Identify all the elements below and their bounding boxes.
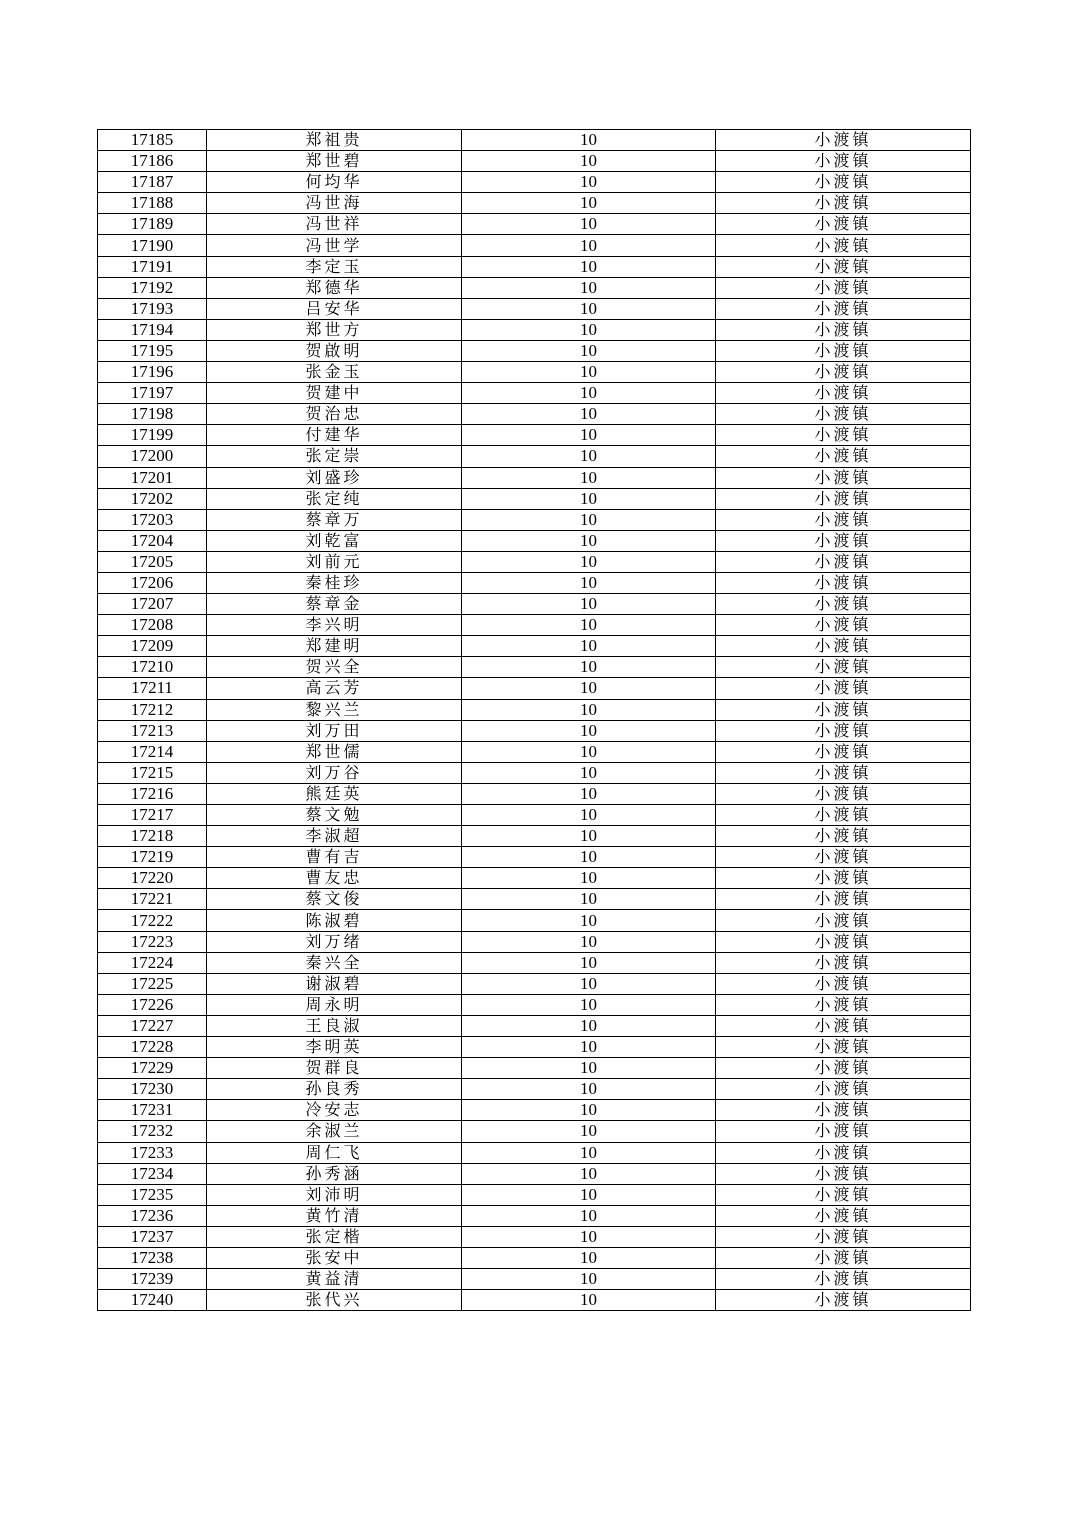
name-cell: 曹友忠	[207, 868, 462, 889]
amount-cell: 10	[462, 488, 716, 509]
amount-cell: 10	[462, 1100, 716, 1121]
town-cell: 小渡镇	[716, 783, 971, 804]
table-row	[98, 1247, 971, 1268]
town-cell: 小渡镇	[716, 1142, 971, 1163]
table-row	[98, 151, 971, 172]
town-cell: 小渡镇	[716, 277, 971, 298]
row-number-cell: 17190	[98, 235, 207, 256]
name-cell: 李淑超	[207, 826, 462, 847]
row-number-cell: 17232	[98, 1121, 207, 1142]
table-row	[98, 952, 971, 973]
table-row	[98, 1205, 971, 1226]
town-cell: 小渡镇	[716, 340, 971, 361]
row-number-cell: 17225	[98, 973, 207, 994]
name-cell: 李定玉	[207, 256, 462, 277]
town-cell: 小渡镇	[716, 678, 971, 699]
town-cell: 小渡镇	[716, 362, 971, 383]
row-number-cell: 17189	[98, 214, 207, 235]
amount-cell: 10	[462, 1037, 716, 1058]
amount-cell: 10	[462, 720, 716, 741]
row-number-cell: 17218	[98, 826, 207, 847]
amount-cell: 10	[462, 1079, 716, 1100]
name-cell: 张定纯	[207, 488, 462, 509]
name-cell: 贺建中	[207, 383, 462, 404]
town-cell: 小渡镇	[716, 699, 971, 720]
amount-cell: 10	[462, 214, 716, 235]
name-cell: 谢淑碧	[207, 973, 462, 994]
town-cell: 小渡镇	[716, 615, 971, 636]
amount-cell: 10	[462, 151, 716, 172]
row-number-cell: 17209	[98, 636, 207, 657]
town-cell: 小渡镇	[716, 1015, 971, 1036]
amount-cell: 10	[462, 1247, 716, 1268]
table-row	[98, 256, 971, 277]
table-row	[98, 805, 971, 826]
name-cell: 刘万田	[207, 720, 462, 741]
row-number-cell: 17210	[98, 657, 207, 678]
name-cell: 蔡文勉	[207, 805, 462, 826]
row-number-cell: 17192	[98, 277, 207, 298]
table-row	[98, 931, 971, 952]
town-cell: 小渡镇	[716, 762, 971, 783]
row-number-cell: 17208	[98, 615, 207, 636]
row-number-cell: 17205	[98, 551, 207, 572]
table-row	[98, 467, 971, 488]
row-number-cell: 17228	[98, 1037, 207, 1058]
name-cell: 王良淑	[207, 1015, 462, 1036]
town-cell: 小渡镇	[716, 1247, 971, 1268]
name-cell: 贺治忠	[207, 404, 462, 425]
name-cell: 冯世学	[207, 235, 462, 256]
row-number-cell: 17231	[98, 1100, 207, 1121]
table-row	[98, 699, 971, 720]
table-row	[98, 488, 971, 509]
name-cell: 李明英	[207, 1037, 462, 1058]
amount-cell: 10	[462, 425, 716, 446]
amount-cell: 10	[462, 1269, 716, 1290]
name-cell: 张安中	[207, 1247, 462, 1268]
row-number-cell: 17219	[98, 847, 207, 868]
town-cell: 小渡镇	[716, 952, 971, 973]
amount-cell: 10	[462, 847, 716, 868]
name-cell: 蔡章金	[207, 594, 462, 615]
town-cell: 小渡镇	[716, 826, 971, 847]
amount-cell: 10	[462, 551, 716, 572]
town-cell: 小渡镇	[716, 425, 971, 446]
row-number-cell: 17221	[98, 889, 207, 910]
town-cell: 小渡镇	[716, 994, 971, 1015]
name-cell: 贺兴全	[207, 657, 462, 678]
table-row	[98, 1163, 971, 1184]
name-cell: 刘沛明	[207, 1184, 462, 1205]
amount-cell: 10	[462, 256, 716, 277]
table-row	[98, 1226, 971, 1247]
row-number-cell: 17213	[98, 720, 207, 741]
row-number-cell: 17186	[98, 151, 207, 172]
amount-cell: 10	[462, 1163, 716, 1184]
name-cell: 蔡章万	[207, 509, 462, 530]
name-cell: 秦兴全	[207, 952, 462, 973]
row-number-cell: 17211	[98, 678, 207, 699]
town-cell: 小渡镇	[716, 1100, 971, 1121]
town-cell: 小渡镇	[716, 636, 971, 657]
amount-cell: 10	[462, 509, 716, 530]
amount-cell: 10	[462, 741, 716, 762]
name-cell: 郑祖贵	[207, 130, 462, 151]
amount-cell: 10	[462, 657, 716, 678]
row-number-cell: 17216	[98, 783, 207, 804]
row-number-cell: 17194	[98, 319, 207, 340]
town-cell: 小渡镇	[716, 467, 971, 488]
name-cell: 秦桂珍	[207, 572, 462, 593]
table-row	[98, 551, 971, 572]
town-cell: 小渡镇	[716, 1058, 971, 1079]
table-row	[98, 615, 971, 636]
name-cell: 贺群良	[207, 1058, 462, 1079]
name-cell: 张金玉	[207, 362, 462, 383]
amount-cell: 10	[462, 889, 716, 910]
amount-cell: 10	[462, 931, 716, 952]
town-cell: 小渡镇	[716, 1079, 971, 1100]
name-cell: 刘万谷	[207, 762, 462, 783]
name-cell: 陈淑碧	[207, 910, 462, 931]
town-cell: 小渡镇	[716, 1269, 971, 1290]
table-row	[98, 1269, 971, 1290]
row-number-cell: 17233	[98, 1142, 207, 1163]
table-row	[98, 530, 971, 551]
row-number-cell: 17215	[98, 762, 207, 783]
amount-cell: 10	[462, 1226, 716, 1247]
town-cell: 小渡镇	[716, 1037, 971, 1058]
name-cell: 郑世碧	[207, 151, 462, 172]
amount-cell: 10	[462, 572, 716, 593]
table-row	[98, 1015, 971, 1036]
name-cell: 郑德华	[207, 277, 462, 298]
name-cell: 周永明	[207, 994, 462, 1015]
amount-cell: 10	[462, 699, 716, 720]
row-number-cell: 17222	[98, 910, 207, 931]
town-cell: 小渡镇	[716, 193, 971, 214]
table-row	[98, 446, 971, 467]
table-row	[98, 783, 971, 804]
table-row	[98, 193, 971, 214]
name-cell: 余淑兰	[207, 1121, 462, 1142]
amount-cell: 10	[462, 1058, 716, 1079]
table-row	[98, 235, 971, 256]
amount-cell: 10	[462, 594, 716, 615]
row-number-cell: 17236	[98, 1205, 207, 1226]
row-number-cell: 17214	[98, 741, 207, 762]
table-row	[98, 425, 971, 446]
name-cell: 冯世祥	[207, 214, 462, 235]
amount-cell: 10	[462, 678, 716, 699]
name-cell: 刘盛珍	[207, 467, 462, 488]
row-number-cell: 17206	[98, 572, 207, 593]
amount-cell: 10	[462, 530, 716, 551]
town-cell: 小渡镇	[716, 256, 971, 277]
town-cell: 小渡镇	[716, 509, 971, 530]
row-number-cell: 17235	[98, 1184, 207, 1205]
town-cell: 小渡镇	[716, 1163, 971, 1184]
table-row	[98, 1142, 971, 1163]
row-number-cell: 17230	[98, 1079, 207, 1100]
row-number-cell: 17217	[98, 805, 207, 826]
name-cell: 郑世儒	[207, 741, 462, 762]
name-cell: 孙秀涵	[207, 1163, 462, 1184]
table-row	[98, 340, 971, 361]
name-cell: 吕安华	[207, 298, 462, 319]
town-cell: 小渡镇	[716, 1205, 971, 1226]
name-cell: 郑世方	[207, 319, 462, 340]
amount-cell: 10	[462, 362, 716, 383]
name-cell: 刘万绪	[207, 931, 462, 952]
table-row	[98, 741, 971, 762]
table-row	[98, 214, 971, 235]
table-row	[98, 889, 971, 910]
name-cell: 郑建明	[207, 636, 462, 657]
row-number-cell: 17195	[98, 340, 207, 361]
name-cell: 贺啟明	[207, 340, 462, 361]
amount-cell: 10	[462, 636, 716, 657]
table-row	[98, 636, 971, 657]
table-row	[98, 1121, 971, 1142]
name-cell: 张定楷	[207, 1226, 462, 1247]
amount-cell: 10	[462, 762, 716, 783]
name-cell: 周仁飞	[207, 1142, 462, 1163]
table-row	[98, 973, 971, 994]
table-row	[98, 720, 971, 741]
town-cell: 小渡镇	[716, 298, 971, 319]
amount-cell: 10	[462, 130, 716, 151]
name-cell: 曹有吉	[207, 847, 462, 868]
table-row	[98, 509, 971, 530]
table-row	[98, 362, 971, 383]
town-cell: 小渡镇	[716, 805, 971, 826]
table-row	[98, 1100, 971, 1121]
name-cell: 冯世海	[207, 193, 462, 214]
amount-cell: 10	[462, 952, 716, 973]
table-row	[98, 130, 971, 151]
town-cell: 小渡镇	[716, 130, 971, 151]
amount-cell: 10	[462, 235, 716, 256]
row-number-cell: 17204	[98, 530, 207, 551]
town-cell: 小渡镇	[716, 910, 971, 931]
town-cell: 小渡镇	[716, 383, 971, 404]
amount-cell: 10	[462, 193, 716, 214]
table-row	[98, 594, 971, 615]
town-cell: 小渡镇	[716, 1184, 971, 1205]
town-cell: 小渡镇	[716, 172, 971, 193]
town-cell: 小渡镇	[716, 235, 971, 256]
amount-cell: 10	[462, 826, 716, 847]
row-number-cell: 17229	[98, 1058, 207, 1079]
table-row	[98, 657, 971, 678]
table-row	[98, 1058, 971, 1079]
town-cell: 小渡镇	[716, 847, 971, 868]
row-number-cell: 17207	[98, 594, 207, 615]
table-row	[98, 847, 971, 868]
town-cell: 小渡镇	[716, 657, 971, 678]
row-number-cell: 17223	[98, 931, 207, 952]
name-cell: 何均华	[207, 172, 462, 193]
town-cell: 小渡镇	[716, 594, 971, 615]
amount-cell: 10	[462, 994, 716, 1015]
amount-cell: 10	[462, 1184, 716, 1205]
row-number-cell: 17212	[98, 699, 207, 720]
row-number-cell: 17202	[98, 488, 207, 509]
amount-cell: 10	[462, 383, 716, 404]
name-cell: 高云芳	[207, 678, 462, 699]
name-cell: 张代兴	[207, 1290, 462, 1311]
town-cell: 小渡镇	[716, 1226, 971, 1247]
row-number-cell: 17224	[98, 952, 207, 973]
amount-cell: 10	[462, 404, 716, 425]
name-cell: 孙良秀	[207, 1079, 462, 1100]
town-cell: 小渡镇	[716, 530, 971, 551]
row-number-cell: 17188	[98, 193, 207, 214]
row-number-cell: 17220	[98, 868, 207, 889]
amount-cell: 10	[462, 298, 716, 319]
amount-cell: 10	[462, 1290, 716, 1311]
row-number-cell: 17203	[98, 509, 207, 530]
table-row	[98, 762, 971, 783]
name-cell: 张定崇	[207, 446, 462, 467]
name-cell: 黄益清	[207, 1269, 462, 1290]
amount-cell: 10	[462, 910, 716, 931]
town-cell: 小渡镇	[716, 446, 971, 467]
table-row	[98, 994, 971, 1015]
row-number-cell: 17187	[98, 172, 207, 193]
table-row	[98, 910, 971, 931]
row-number-cell: 17227	[98, 1015, 207, 1036]
amount-cell: 10	[462, 319, 716, 340]
town-cell: 小渡镇	[716, 488, 971, 509]
table-row	[98, 1079, 971, 1100]
table-row	[98, 383, 971, 404]
amount-cell: 10	[462, 615, 716, 636]
town-cell: 小渡镇	[716, 151, 971, 172]
table-row	[98, 404, 971, 425]
amount-cell: 10	[462, 446, 716, 467]
row-number-cell: 17196	[98, 362, 207, 383]
row-number-cell: 17200	[98, 446, 207, 467]
table-row	[98, 826, 971, 847]
amount-cell: 10	[462, 340, 716, 361]
town-cell: 小渡镇	[716, 572, 971, 593]
table-row	[98, 277, 971, 298]
table-row	[98, 1290, 971, 1311]
row-number-cell: 17226	[98, 994, 207, 1015]
name-cell: 冷安志	[207, 1100, 462, 1121]
table-row	[98, 319, 971, 340]
town-cell: 小渡镇	[716, 973, 971, 994]
row-number-cell: 17197	[98, 383, 207, 404]
table-row	[98, 572, 971, 593]
name-cell: 黄竹清	[207, 1205, 462, 1226]
row-number-cell: 17191	[98, 256, 207, 277]
name-cell: 黎兴兰	[207, 699, 462, 720]
name-cell: 刘前元	[207, 551, 462, 572]
amount-cell: 10	[462, 868, 716, 889]
table-row	[98, 1037, 971, 1058]
subsidy-table	[97, 129, 971, 1311]
town-cell: 小渡镇	[716, 319, 971, 340]
row-number-cell: 17201	[98, 467, 207, 488]
amount-cell: 10	[462, 172, 716, 193]
name-cell: 蔡文俊	[207, 889, 462, 910]
amount-cell: 10	[462, 783, 716, 804]
table-body	[98, 130, 971, 1311]
table-row	[98, 172, 971, 193]
town-cell: 小渡镇	[716, 1290, 971, 1311]
row-number-cell: 17238	[98, 1247, 207, 1268]
row-number-cell: 17193	[98, 298, 207, 319]
name-cell: 付建华	[207, 425, 462, 446]
table-row	[98, 868, 971, 889]
row-number-cell: 17234	[98, 1163, 207, 1184]
amount-cell: 10	[462, 1121, 716, 1142]
name-cell: 熊廷英	[207, 783, 462, 804]
row-number-cell: 17239	[98, 1269, 207, 1290]
amount-cell: 10	[462, 805, 716, 826]
row-number-cell: 17198	[98, 404, 207, 425]
town-cell: 小渡镇	[716, 868, 971, 889]
town-cell: 小渡镇	[716, 741, 971, 762]
amount-cell: 10	[462, 1142, 716, 1163]
town-cell: 小渡镇	[716, 889, 971, 910]
amount-cell: 10	[462, 1015, 716, 1036]
table-row	[98, 298, 971, 319]
name-cell: 李兴明	[207, 615, 462, 636]
amount-cell: 10	[462, 1205, 716, 1226]
amount-cell: 10	[462, 277, 716, 298]
town-cell: 小渡镇	[716, 404, 971, 425]
town-cell: 小渡镇	[716, 720, 971, 741]
town-cell: 小渡镇	[716, 214, 971, 235]
row-number-cell: 17240	[98, 1290, 207, 1311]
amount-cell: 10	[462, 467, 716, 488]
row-number-cell: 17237	[98, 1226, 207, 1247]
town-cell: 小渡镇	[716, 931, 971, 952]
table-row	[98, 678, 971, 699]
name-cell: 刘乾富	[207, 530, 462, 551]
amount-cell: 10	[462, 973, 716, 994]
town-cell: 小渡镇	[716, 1121, 971, 1142]
row-number-cell: 17199	[98, 425, 207, 446]
row-number-cell: 17185	[98, 130, 207, 151]
town-cell: 小渡镇	[716, 551, 971, 572]
table-row	[98, 1184, 971, 1205]
